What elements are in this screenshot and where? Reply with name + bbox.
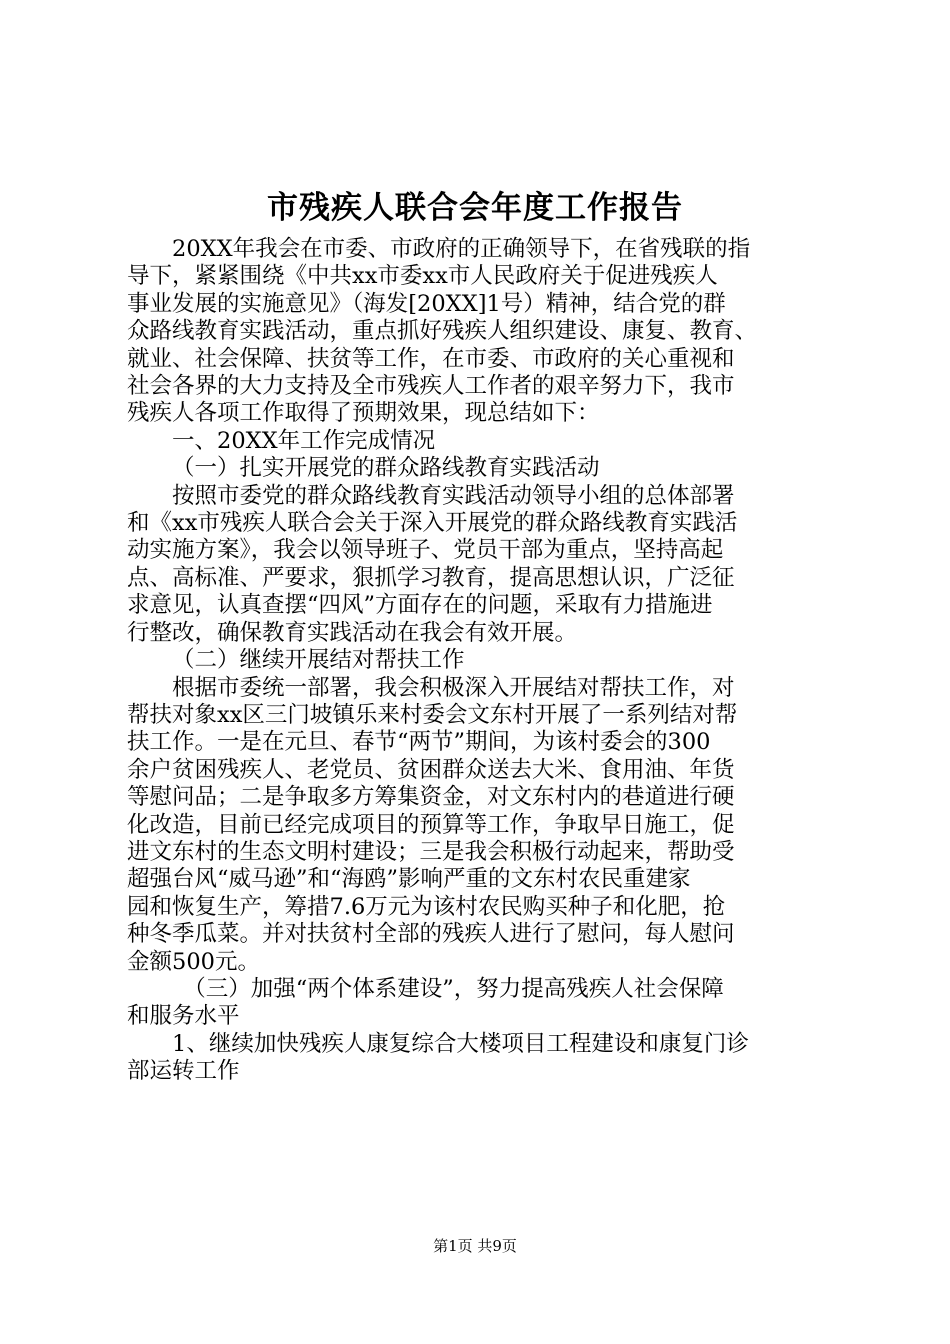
document-title: 市残疾人联合会年度工作报告 [267, 190, 683, 226]
section-heading-1: 一、20XX年工作完成情况 [172, 427, 436, 454]
subsection-heading-3: （三）加强“两个体系建设”，努力提高残疾人社会保障 和服务水平 [127, 975, 724, 1030]
page-footer: 第1页 共9页 [433, 1237, 517, 1255]
list-item-1: 1、继续加快残疾人康复综合大楼项目工程建设和康复门诊 部运转工作 [127, 1030, 749, 1085]
body-paragraph-1: 按照市委党的群众路线教育实践活动领导小组的总体部署 和《xx市残疾人联合会关于深入开展党的群众路线教育实践活 动实施方案》，我会以领导班子、党员干部为重点，坚持高起 点、高标准、严要求，狠抓学习教育，提高思想认识，广泛征 求意见，认真查摆“四风”方面存在的问题，采取有力措施进 行整改，确保教育实践活动在我会有效开展。 [127, 482, 738, 646]
subsection-heading-2: （二）继续开展结对帮扶工作 [172, 647, 465, 674]
body-paragraph-2: 根据市委统一部署，我会积极深入开展结对帮扶工作，对 帮扶对象xx区三门坡镇乐来村委会文东村开展了一系列结对帮 扶工作。一是在元旦、春节“两节”期间，为该村委会的300 余户贫困残疾人、老党员、贫困群众送去大米、食用油、年货 等慰问品；二是争取多方筹集资金，对文东村内的巷道进行硬 化改造，目前已经完成项目的预算等工作，争取早日施工，促 进文东村的生态文明村建设；三是我会积极行动起来，帮助受 超强台风“威马逊”和“海鸥”影响严重的文东村农民重建家 园和恢复生产，筹措7.6万元为该村农民购买种子和化肥，抢 种冬季瓜菜。并对扶贫村全部的残疾人进行了慰问，每人慰问 金额500元。 [127, 674, 738, 975]
document-body [127, 236, 859, 1086]
subsection-heading-1: （一）扎实开展党的群众路线教育实践活动 [172, 455, 600, 482]
intro-paragraph: 20XX年我会在市委、市政府的正确领导下，在省残联的指 导下，紧紧围绕《中共xx市委xx市人民政府关于促进残疾人 事业发展的实施意见》（海发[20XX]1号）精神，结合党的群 众路线教育实践活动，重点抓好残疾人组织建设、康复、教育、 就业、社会保障、扶贫等工作，在市委、市政府的关心重视和 社会各界的大力支持及全市残疾人工作者的艰辛努力下，我市 残疾人各项工作取得了预期效果，现总结如下： [127, 236, 758, 427]
